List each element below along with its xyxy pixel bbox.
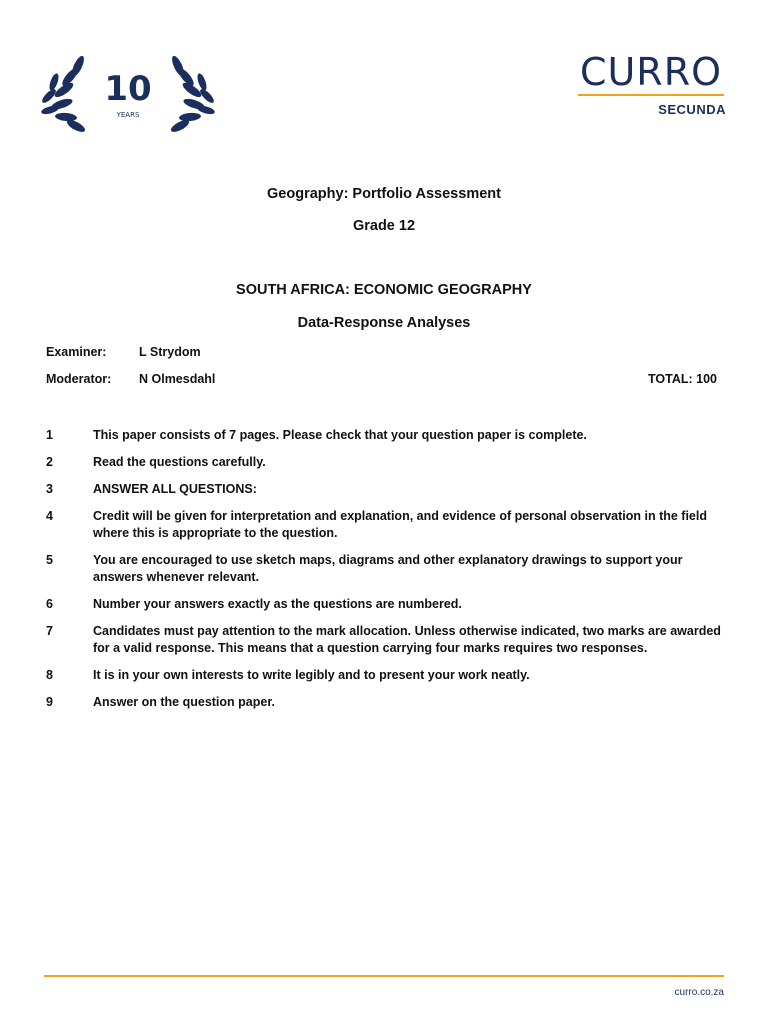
instruction-number: 1 xyxy=(46,428,53,442)
instruction-item xyxy=(46,596,726,613)
brand-logo xyxy=(576,52,728,122)
anniversary-label: YEARS xyxy=(116,111,140,119)
topic-title: SOUTH AFRICA: ECONOMIC GEOGRAPHY xyxy=(236,282,532,298)
moderator-label: Moderator: xyxy=(46,372,112,386)
instruction-number: 9 xyxy=(46,695,53,709)
instruction-item xyxy=(46,694,726,711)
instruction-number: 8 xyxy=(46,668,53,682)
moderator-value: N Olmesdahl xyxy=(139,372,216,386)
total-marks: TOTAL: 100 xyxy=(648,372,717,386)
instruction-number: 7 xyxy=(46,624,53,638)
instruction-text: Answer on the question paper. xyxy=(93,695,275,709)
instruction-item xyxy=(46,623,726,657)
instruction-text: It is in your own interests to write legibly and to present your work neatly. xyxy=(93,668,530,682)
instruction-item xyxy=(46,454,726,471)
brand-campus: SECUNDA xyxy=(658,102,726,117)
instruction-item xyxy=(46,427,726,444)
instruction-item xyxy=(46,552,726,586)
anniversary-logo xyxy=(40,52,216,136)
paper-type-title: Data-Response Analyses xyxy=(297,315,471,331)
instruction-item xyxy=(46,481,726,498)
laurel-wreath-icon xyxy=(40,52,216,136)
instruction-text: Number your answers exactly as the questions are numbered. xyxy=(93,597,462,611)
instruction-text: ANSWER ALL QUESTIONS: xyxy=(93,482,257,496)
instruction-number: 2 xyxy=(46,455,53,469)
subject-title: Geography: Portfolio Assessment xyxy=(267,186,501,202)
instruction-item xyxy=(46,508,726,542)
instruction-number: 3 xyxy=(46,482,53,496)
anniversary-number: 10 xyxy=(104,69,152,109)
instruction-number: 4 xyxy=(46,509,53,523)
examiner-label: Examiner: xyxy=(46,345,107,359)
instruction-item xyxy=(46,667,726,684)
brand-underline xyxy=(578,94,724,96)
footer-divider xyxy=(44,975,724,977)
instruction-text: Credit will be given for interpretation and explanation, and evidence of personal observation in the field where this is appropriate to the question. xyxy=(93,509,707,540)
examiner-value: L Strydom xyxy=(139,345,201,359)
instructions-list xyxy=(46,427,726,721)
instruction-text: You are encouraged to use sketch maps, diagrams and other explanatory drawings to support your answers whenever relevant. xyxy=(93,553,683,584)
footer-url: curro.co.za xyxy=(674,987,724,998)
instruction-text: Candidates must pay attention to the mark allocation. Unless otherwise indicated, two marks are awarded for a valid response. This means that a question carrying four marks requires two responses. xyxy=(93,624,721,655)
instruction-text: Read the questions carefully. xyxy=(93,455,266,469)
brand-name: CURRO xyxy=(579,50,723,94)
instruction-text: This paper consists of 7 pages. Please check that your question paper is complete. xyxy=(93,428,587,442)
instruction-number: 6 xyxy=(46,597,53,611)
instruction-number: 5 xyxy=(46,553,53,567)
grade-title: Grade 12 xyxy=(352,218,416,234)
